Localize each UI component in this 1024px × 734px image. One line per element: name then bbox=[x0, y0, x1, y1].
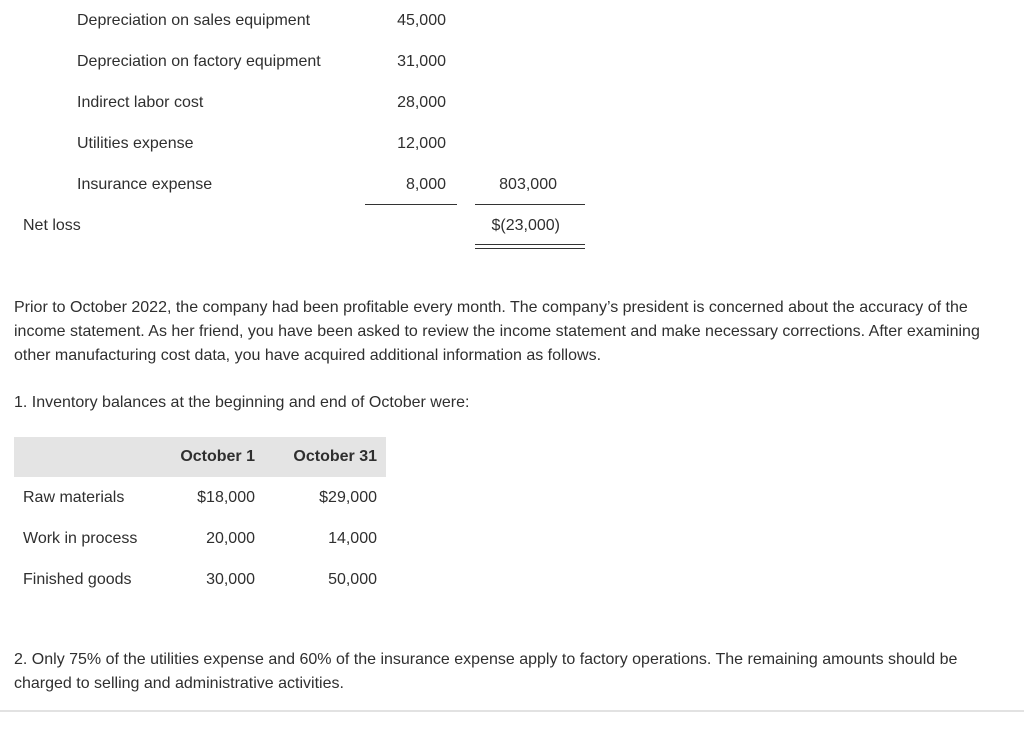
inventory-row bbox=[0, 488, 400, 508]
expense-row bbox=[0, 134, 1024, 154]
item-2-text: 2. Only 75% of the utilities expense and 60% of the insurance expense apply to factory operations. The remaining amounts should be charged to selling and administrative activities. bbox=[14, 651, 958, 692]
inventory-oct31: 14,000 bbox=[328, 530, 377, 547]
total-expenses-amount: 803,000 bbox=[499, 176, 557, 193]
inventory-row bbox=[0, 570, 400, 590]
subtotal-underline bbox=[365, 204, 457, 205]
inventory-oct31: 50,000 bbox=[328, 571, 377, 588]
inventory-label: Work in process bbox=[23, 530, 138, 547]
expense-row bbox=[0, 93, 1024, 113]
expense-row bbox=[0, 52, 1024, 72]
header-october-31: October 31 bbox=[293, 448, 377, 465]
expense-label: Depreciation on factory equipment bbox=[77, 53, 321, 70]
header-october-1: October 1 bbox=[180, 448, 255, 465]
inventory-label: Finished goods bbox=[23, 571, 132, 588]
bottom-divider bbox=[0, 710, 1024, 712]
net-loss-label: Net loss bbox=[23, 217, 81, 234]
expense-amount: 12,000 bbox=[397, 135, 446, 152]
inventory-oct31: $29,000 bbox=[319, 489, 377, 506]
inventory-oct1: 30,000 bbox=[206, 571, 255, 588]
net-loss-row bbox=[0, 216, 1024, 236]
total-underline bbox=[475, 204, 585, 205]
expense-amount: 31,000 bbox=[397, 53, 446, 70]
expense-label: Depreciation on sales equipment bbox=[77, 12, 311, 29]
inventory-oct1: 20,000 bbox=[206, 530, 255, 547]
expense-row bbox=[0, 11, 1024, 31]
inventory-row bbox=[0, 529, 400, 549]
intro-paragraph: Prior to October 2022, the company had been profitable every month. The company’s president is concerned about the accuracy of the income statement. As her friend, you have been asked to review the income statement and make necessary corrections. After examining other manufacturing cost data, you have acquired additional information as follows. bbox=[14, 299, 980, 364]
inventory-label: Raw materials bbox=[23, 489, 125, 506]
expense-row bbox=[0, 175, 1024, 195]
expense-label: Insurance expense bbox=[77, 176, 213, 193]
net-loss-value: $(23,000) bbox=[491, 217, 560, 234]
expense-label: Utilities expense bbox=[77, 135, 194, 152]
expense-label: Indirect labor cost bbox=[77, 94, 204, 111]
expense-amount: 45,000 bbox=[397, 12, 446, 29]
inventory-oct1: $18,000 bbox=[197, 489, 255, 506]
expense-amount: 8,000 bbox=[405, 176, 446, 193]
net-loss-double-underline bbox=[475, 244, 585, 249]
item-1-text: 1. Inventory balances at the beginning and end of October were: bbox=[14, 394, 470, 411]
expense-amount: 28,000 bbox=[397, 94, 446, 111]
